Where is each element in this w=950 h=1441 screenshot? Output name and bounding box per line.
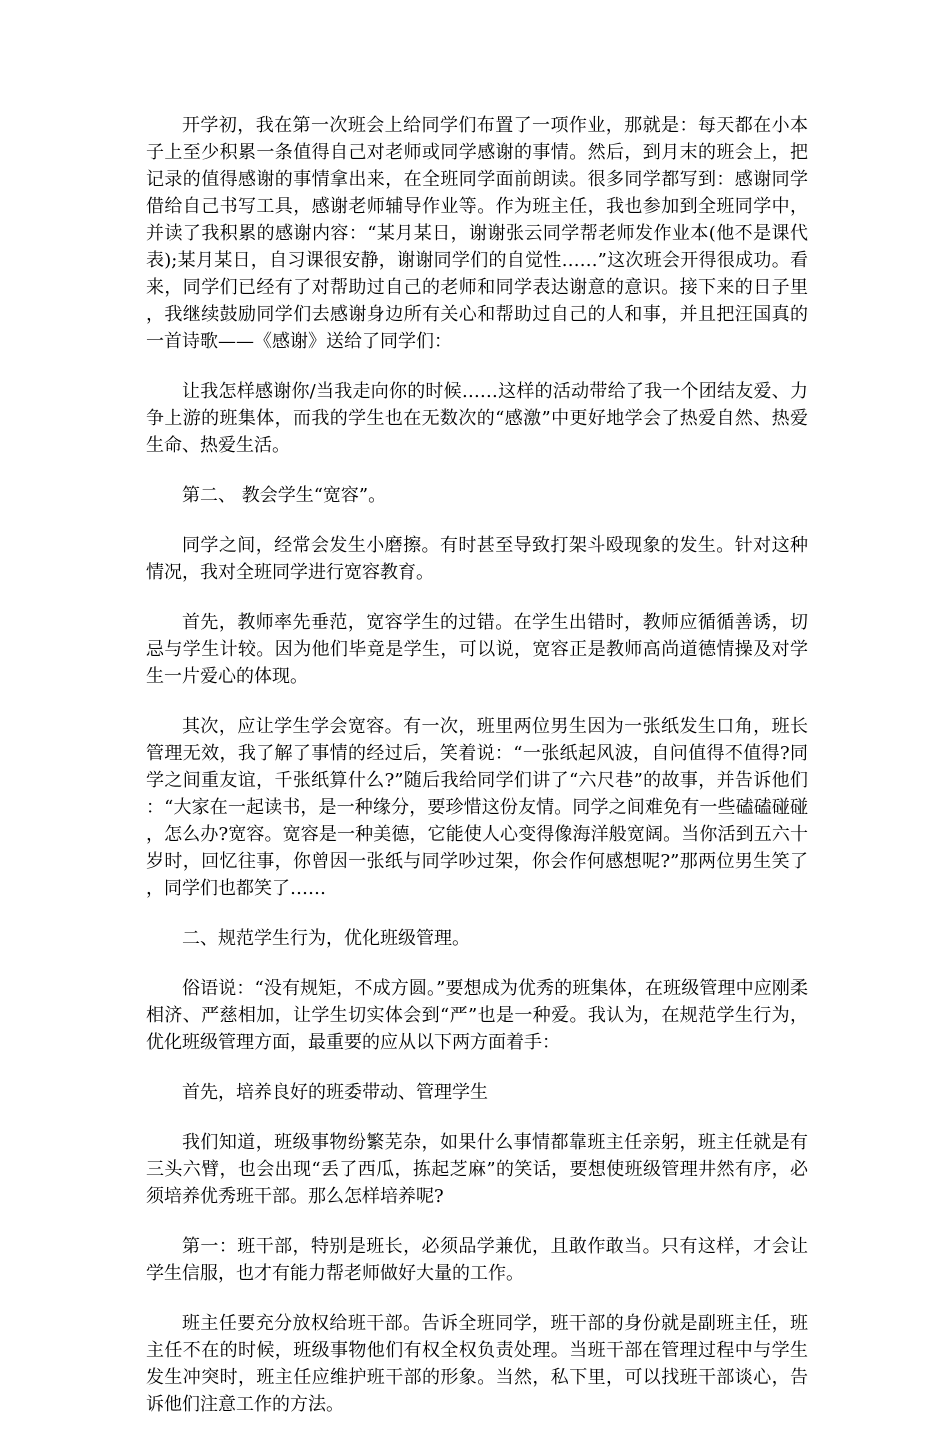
paragraph-5: 首先，教师率先垂范，宽容学生的过错。在学生出错时，教师应循循善诱，切忌与学生计较。因为他们毕竟是学生，可以说，宽容正是教师高尚道德情操及对学生一片爱心的体现。 [146, 612, 808, 687]
paragraph-10: 我们知道，班级事物纷繁芜杂，如果什么事情都靠班主任亲躬，班主任就是有三头六臂，也会出现“丢了西瓜，拣起芝麻”的笑话，要想使班级管理井然有序，必须培养优秀班干部。那么怎样培养呢? [146, 1132, 808, 1207]
paragraph-4: 同学之间，经常会发生小磨擦。有时甚至导致打架斗殴现象的发生。针对这种情况，我对全班同学进行宽容教育。 [146, 535, 808, 583]
subheading-class-committee: 首先，培养良好的班委带动、管理学生 [182, 1082, 488, 1103]
paragraph-6: 其次，应让学生学会宽容。有一次，班里两位男生因为一张纸发生口角，班长管理无效，我了解了事情的经过后，笑着说：“一张纸起风波，自问值得不值得?同学之间重友谊，千张纸算什么?”随后我给同学们讲了“六尺巷”的故事，并告诉他们：“大家在一起读书，是一种缘分，要珍惜这份友情。同学之间难免有一些磕磕碰碰，怎么办?宽容。宽容是一种美德，它能使人心变得像海洋般宽阔。当你活到五六十岁时，回忆往事，你曾因一张纸与同学吵过架，你会作何感想呢?”那两位男生笑了，同学们也都笑了…… [146, 716, 808, 899]
paragraph-12: 班主任要充分放权给班干部。告诉全班同学，班干部的身份就是副班主任，班主任不在的时候，班级事物他们有权全权负责处理。当班干部在管理过程中与学生发生冲突时，班主任应维护班干部的形象。当然，私下里，可以找班干部谈心，告诉他们注意工作的方法。 [146, 1313, 808, 1415]
document-page [146, 112, 808, 1441]
paragraph-11: 第一：班干部，特别是班长，必须品学兼优，且敢作敢当。只有这样，才会让学生信服，也才有能力帮老师做好大量的工作。 [146, 1236, 808, 1284]
section-heading-behavior: 二、规范学生行为，优化班级管理。 [182, 928, 470, 949]
paragraph-2: 让我怎样感谢你/当我走向你的时候……这样的活动带给了我一个团结友爱、力争上游的班集体，而我的学生也在无数次的“感激”中更好地学会了热爱自然、热爱生命、热爱生活。 [146, 381, 808, 456]
paragraph-8: 俗语说：“没有规矩，不成方圆。”要想成为优秀的班集体，在班级管理中应刚柔相济、严慈相加，让学生切实体会到“严”也是一种爱。我认为，在规范学生行为，优化班级管理方面，最重要的应从以下两方面着手： [146, 978, 808, 1053]
section-heading-tolerance: 第二、 教会学生“宽容”。 [182, 485, 387, 506]
paragraph-1: 开学初，我在第一次班会上给同学们布置了一项作业，那就是：每天都在小本子上至少积累一条值得自己对老师或同学感谢的事情。然后，到月末的班会上，把记录的值得感谢的事情拿出来，在全班同学面前朗读。很多同学都写到：感谢同学借给自己书写工具，感谢老师辅导作业等。作为班主任，我也参加到全班同学中，并读了我积累的感谢内容：“某月某日，谢谢张云同学帮老师发作业本(他不是课代表);某月某日，自习课很安静，谢谢同学们的自觉性……”这次班会开得很成功。看来，同学们已经有了对帮助过自己的老师和同学表达谢意的意识。接下来的日子里，我继续鼓励同学们去感谢身边所有关心和帮助过自己的人和事，并且把汪国真的一首诗歌——《感谢》送给了同学们： [146, 115, 808, 352]
